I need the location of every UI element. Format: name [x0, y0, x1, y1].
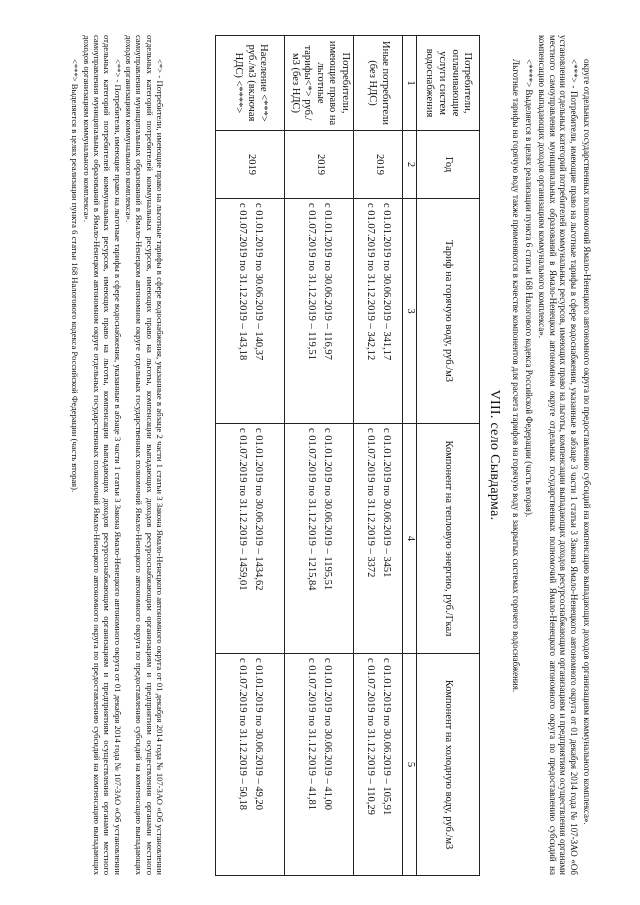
cold-water-component-cell	[285, 654, 354, 876]
period-value: с 01.01.2019 по 30.06.2019 – 3451	[380, 428, 392, 578]
bottom-footnotes	[69, 35, 165, 875]
hot-water-tariff-cell	[216, 199, 285, 424]
header-consumers: Потребители, оплачивающие услуги систем водоснабжения	[417, 36, 480, 131]
hot-water-tariff-cell	[354, 199, 403, 424]
consumer-category: Население <***> руб./м3 (включая НДС) <****>	[216, 36, 285, 131]
tariff-table	[215, 35, 480, 876]
year-cell: 2019	[354, 131, 403, 199]
footnote: <***> Выделяется в целях реализации пункта 6 статьи 168 Налогового кодекса Российской Федерации (часть вторая).	[70, 59, 81, 493]
year-cell: 2019	[285, 131, 354, 199]
footnote: <***> - Потребители, имеющие право на льготные тарифы в сфере водоснабжения, указанные в абзаце 3 части 1 статьи 3 Закона Ямало-Ненецкого автономного округа от 01 декабря 2014 года № 107-ЗАО «Об установлении отдельных категорий потребителей коммунальных ресурсов, имеющих право на льготы, компенсации выпадающих доходов ресурсоснабжающим организациям и предприятиям осуществления органами местного самоуправления муниципальных образований в Ямало-Ненецком автономном округе отдельных государственных полномочий Ямало-Ненецкого автономного округа по предоставлению субсидий на компенсацию выпадающих доходов организациям коммунального комплекса».	[536, 35, 580, 875]
period-value: с 01.01.2019 по 30.06.2019 – 105,91	[380, 658, 392, 816]
column-number: 3	[403, 199, 417, 424]
period-value: с 01.07.2019 по 31.12.2019 – 41,81	[306, 658, 318, 811]
footnote: <*> - Потребители, имеющие право на льготные тарифы в сфере водоснабжения, указанные в абзаце 2 части 1 статьи 3 Закона Ямало-Ненецкого автономного округа от 01 декабря 2014 года № 107-ЗАО «Об установлении отдельных категорий потребителей коммунальных ресурсов, имеющих право на льготы, компенсации выпадающих доходов ресурсоснабжающим организациям и предприятиям осуществления органами местного самоуправления муниципальных образований в Ямало-Ненецком автономном округе отдельных государственных полномочий Ямало-Ненецкого автономного округа по предоставлению субсидий на компенсацию выпадающих доходов организациям коммунального комплекса».	[124, 35, 165, 875]
period-value: с 01.07.2019 по 31.12.2019 – 110,29	[365, 658, 377, 815]
period-value: с 01.01.2019 по 30.06.2019 – 140,37	[252, 203, 264, 361]
header-row	[417, 36, 480, 876]
footnote: <**> - Потребители, имеющие право на льготные тарифы в сфере водоснабжения, указанные в абзаце 3 части 1 статьи 3 Закона Ямало-Ненецкого автономного округа от 01 декабря 2014 года № 107-ЗАО «Об установлении отдельных категорий потребителей коммунальных ресурсов, имеющих право на льготы, компенсации выпадающих доходов ресурсоснабжающим организациям и предприятиям осуществления органами местного самоуправления муниципальных образований в Ямало-Ненецком автономном округе отдельных государственных полномочий Ямало-Ненецкого автономного округа по предоставлению субсидий на компенсацию выпадающих доходов организациям коммунального комплекса».	[81, 35, 123, 875]
period-value: с 01.01.2019 по 30.06.2019 – 341,17	[380, 203, 392, 361]
column-number: 5	[403, 654, 417, 876]
year-cell: 2019	[216, 131, 285, 199]
column-number: 1	[403, 36, 417, 131]
period-value: с 01.07.2019 по 31.12.2019 – 3372	[365, 428, 377, 578]
period-value: с 01.07.2019 по 31.12.2019 – 119,51	[306, 203, 318, 360]
footnote: <****> Выделяется в целях реализации пункта 6 статьи 168 Налогового кодекса Российской Федерации (часть вторая).	[524, 59, 535, 518]
period-value: с 01.01.2019 по 30.06.2019 – 1434,62	[252, 428, 264, 591]
table-row	[285, 36, 354, 876]
header-cold-water-component: Компонент на холодную воду, руб./м3	[417, 654, 480, 876]
period-value: с 01.01.2019 по 30.06.2019 – 1195,51	[321, 428, 333, 591]
column-number-row	[403, 36, 417, 876]
heat-component-cell	[216, 424, 285, 654]
heat-component-cell	[285, 424, 354, 654]
column-number: 4	[403, 424, 417, 654]
cold-water-component-cell	[354, 654, 403, 876]
document-page	[20, 7, 620, 897]
heat-component-cell	[354, 424, 403, 654]
period-value: с 01.07.2019 по 31.12.2019 – 342,12	[365, 203, 377, 361]
cold-water-component-cell	[216, 654, 285, 876]
period-value: с 01.07.2019 по 31.12.2019 – 143,18	[237, 203, 249, 361]
hot-water-tariff-cell	[285, 199, 354, 424]
table-row	[216, 36, 285, 876]
header-heat-component: Компонент на тепловую энергию, руб./Гкал	[417, 424, 480, 654]
top-footnotes	[508, 35, 592, 875]
period-value: с 01.07.2019 по 31.12.2019 – 50,18	[237, 658, 249, 811]
header-year: Год	[417, 131, 480, 199]
tariff-note: Льготные тарифы на горячую воду также применяются в качестве компонентов для расчета тарифов на горячую воду в закрытых системах горячего водоснабжения.	[511, 59, 522, 693]
footnote: округе отдельных государственных полномочий Ямало-Ненецкого автономного округа по предоставлению субсидий на компенсацию выпадающих доходов организациям коммунального комплекса».	[582, 59, 592, 825]
period-value: с 01.01.2019 по 30.06.2019 – 41,00	[321, 658, 333, 811]
table-row	[354, 36, 403, 876]
period-value: с 01.01.2019 по 30.06.2019 – 116,97	[321, 203, 333, 360]
section-title: VIII. село Сывдарма.	[487, 389, 502, 521]
period-value: с 01.07.2019 по 31.12.2019 – 1215,84	[306, 428, 318, 591]
consumer-category: Иные потребители (без НДС)	[354, 36, 403, 131]
consumer-category: Потребители, имеющие право на льготные тарифы<*> руб./м3 (без НДС)	[285, 36, 354, 131]
period-value: с 01.01.2019 по 30.06.2019 – 49,20	[252, 658, 264, 811]
period-value: с 01.07.2019 по 31.12.2019 – 1459,01	[237, 428, 249, 591]
header-hot-water-tariff: Тариф на горячую воду, руб./м3	[417, 199, 480, 424]
column-number: 2	[403, 131, 417, 199]
